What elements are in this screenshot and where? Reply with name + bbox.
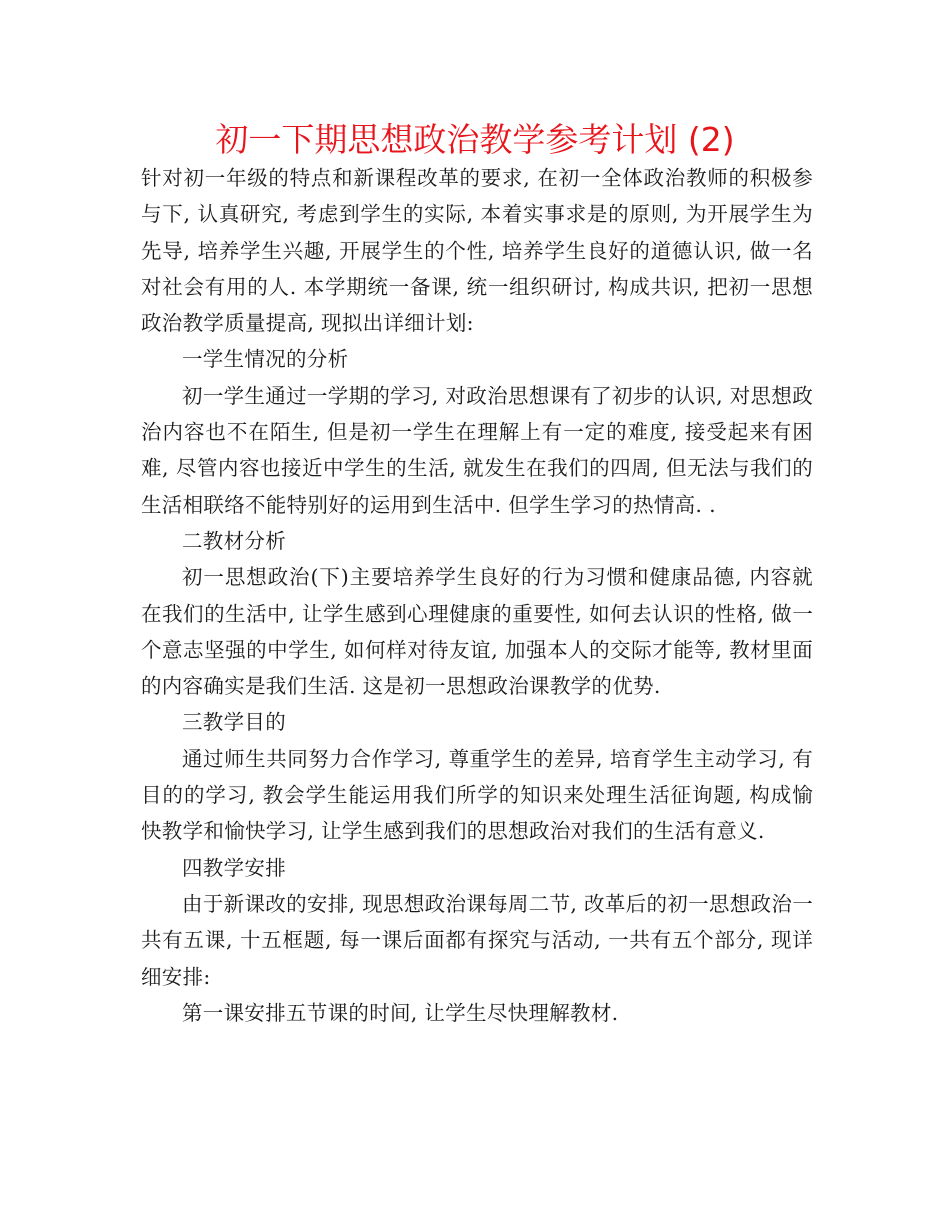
lesson-one-paragraph: 第一课安排五节课的时间, 让学生尽快理解教材. <box>182 1000 619 1025</box>
section-heading-teaching-goals: 三教学目的 <box>182 710 286 735</box>
section-heading-student-analysis: 一学生情况的分析 <box>182 347 349 372</box>
teaching-goals-paragraph: 通过师生共同努力合作学习, 尊重学生的差异, 培育学生主动学习, 有目的的学习, 教会学生能运用我们所学的知识来处理生活征询题, 构成愉快教学和愉快学习, 让学生感到我们的思想政治对我们的生活有意义. <box>141 746 813 844</box>
student-analysis-paragraph: 初一学生通过一学期的学习, 对政治思想课有了初步的认识, 对思想政治内容也不在陌生, 但是初一学生在理解上有一定的难度, 接受起来有困难, 尽管内容也接近中学生的生活, 就发生在我们的四周, 但无法与我们的生活相联络不能特别好的运用到生活中. 但学生学习的热情高. . <box>141 383 813 517</box>
document-body <box>141 160 813 1031</box>
section-heading-textbook-analysis: 二教材分析 <box>182 528 286 553</box>
textbook-analysis-paragraph: 初一思想政治(下)主要培养学生良好的行为习惯和健康品德, 内容就在我们的生活中, 让学生感到心理健康的重要性, 如何去认识的性格, 做一个意志坚强的中学生, 如何样对待友谊, 加强本人的交际才能等, 教材里面的内容确实是我们生活. 这是初一思想政治课教学的优势. <box>141 565 813 699</box>
intro-paragraph: 针对初一年级的特点和新课程改革的要求, 在初一全体政治教师的积极参与下, 认真研究, 考虑到学生的实际, 本着实事求是的原则, 为开展学生为先导, 培养学生兴趣, 开展学生的个性, 培养学生良好的道德认识, 做一名对社会有用的人. 本学期统一备课, 统一组织研讨, 构成共识, 把初一思想政治教学质量提高, 现拟出详细计划: <box>141 166 813 336</box>
document-title: 初一下期思想政治教学参考计划 (2) <box>215 120 735 159</box>
teaching-schedule-paragraph: 由于新课改的安排, 现思想政治课每周二节, 改革后的初一思想政治一共有五课, 十五框题, 每一课后面都有探究与活动, 一共有五个部分, 现详细安排: <box>141 891 813 989</box>
section-heading-teaching-schedule: 四教学安排 <box>182 855 286 880</box>
